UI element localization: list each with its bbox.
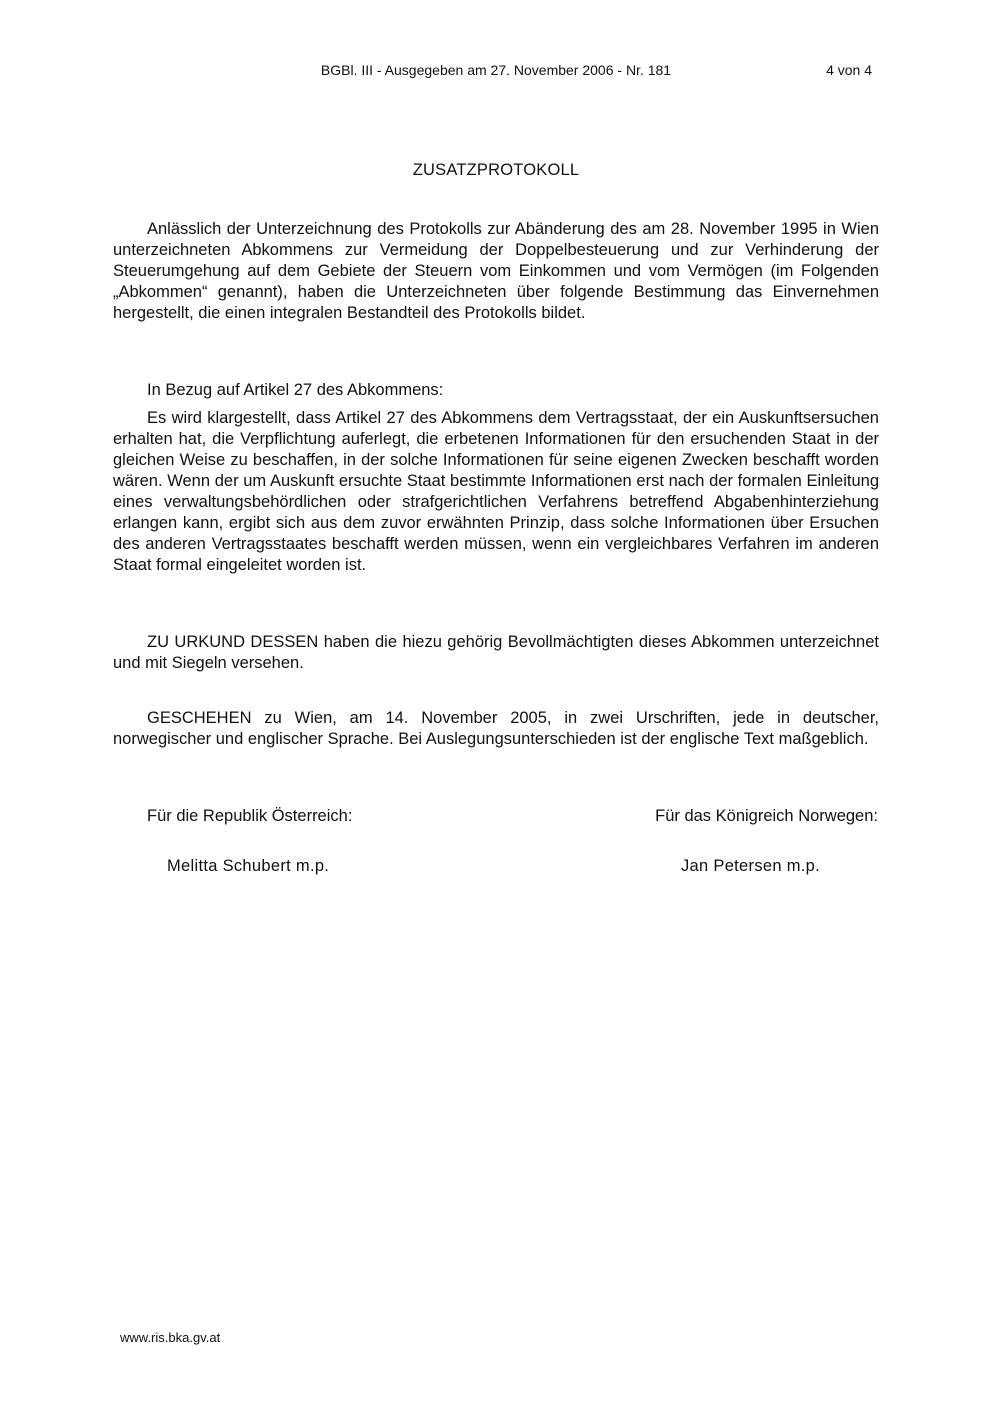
header-page-number: 4 von 4: [826, 62, 872, 78]
signatory-name-norway: Jan Petersen m.p.: [681, 857, 821, 875]
article-paragraph: Es wird klargestellt, dass Artikel 27 des Abkommens dem Vertragsstaat, der ein Auskunftsersuchen erhalten hat, die Verpflichtung auferlegt, die erbetenen Informationen für den ersuchenden Staat in der gleichen Weise zu beschaffen, in der solche Informationen für seine eigenen Zwecken beschafft worden wären. Wenn der um Auskunft ersuchte Staat bestimmte Informationen erst nach der formalen Einleitung eines verwaltungsbehördlichen oder strafgerichtlichen Verfahrens betreffend Abgabenhinterziehung erlangen kann, ergibt sich aus dem zuvor erwähnten Prinzip, dass solche Informationen über Ersuchen des anderen Vertragsstaates beschafft werden müssen, wenn ein vergleichbares Verfahren im anderen Staat formal eingeleitet worden ist.: [113, 409, 879, 574]
signature-label-norway: Für das Königreich Norwegen:: [655, 807, 878, 825]
signatory-name-austria: Melitta Schubert m.p.: [167, 857, 330, 875]
header-publication: BGBl. III - Ausgegeben am 27. November 2006 - Nr. 181: [320, 62, 672, 78]
signature-label-austria: Für die Republik Österreich:: [147, 807, 353, 825]
witness-paragraph: ZU URKUND DESSEN haben die hiezu gehörig Bevollmächtigten dieses Abkommen unterzeichnet und mit Siegeln versehen.: [113, 633, 879, 672]
done-at-paragraph: GESCHEHEN zu Wien, am 14. November 2005, in zwei Urschriften, jede in deutscher, norwegischer und englischer Sprache. Bei Auslegungsunterschieden ist der englische Text maßgeblich.: [113, 709, 879, 748]
footer-url: www.ris.bka.gv.at: [120, 1330, 221, 1345]
document-title: ZUSATZPROTOKOLL: [412, 161, 580, 179]
intro-paragraph: Anlässlich der Unterzeichnung des Protokolls zur Abänderung des am 28. November 1995 in Wien unterzeichneten Abkommens zur Vermeidung der Doppelbesteuerung und zur Verhinderung der Steuerumgehung auf dem Gebiete der Steuern vom Einkommen und vom Vermögen (im Folgenden „Abkommen“ genannt), haben die Unterzeichneten über folgende Bestimmung das Einvernehmen hergestellt, die einen integralen Bestandteil des Protokolls bildet.: [113, 220, 879, 322]
article-reference: In Bezug auf Artikel 27 des Abkommens:: [147, 381, 444, 399]
